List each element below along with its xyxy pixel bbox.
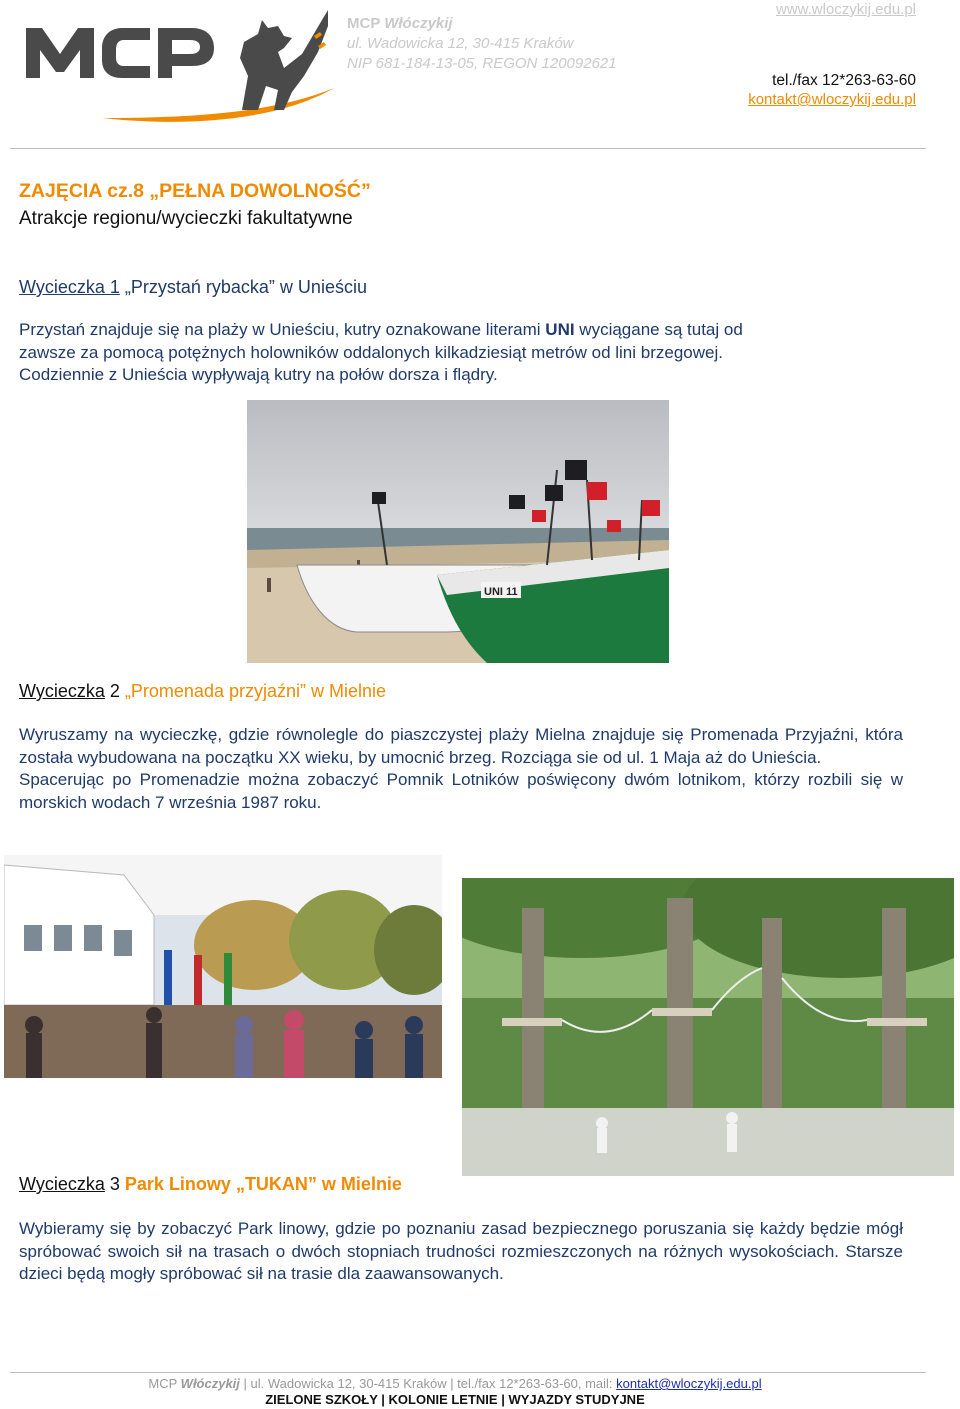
company-address: ul. Wadowicka 12, 30-415 Kraków: [347, 35, 574, 52]
footer-tagline: ZIELONE SZKOŁY | KOLONIE LETNIE | WYJAZDY STUDYJNE: [265, 1392, 645, 1407]
company-info: [347, 14, 617, 74]
trip-1-description: Przystań znajduje się na plaży w Unieściu, kutry oznakowane literami UNI wyciągane są tutaj od zawsze za pomocą potężnych holowników oddalonych kilkadziesiąt metrów od lini brzegowej. Codziennie z Unieścia wypływają kutry na połów dorsza i flądry.: [19, 320, 743, 384]
fishing-boats-photo: [247, 400, 669, 663]
trip-1-heading: [19, 277, 367, 298]
email-link[interactable]: kontakt@wloczykij.edu.pl: [748, 91, 916, 108]
trip-3-name: Park Linowy „TUKAN” w Mielnie: [124, 1174, 402, 1194]
footer-email-link[interactable]: kontakt@wloczykij.edu.pl: [616, 1376, 762, 1391]
rope-park-photo: [462, 878, 954, 1176]
trip-3-description: Wybieramy się by zobaczyć Park linowy, gdzie po poznaniu zasad bezpiecznego poruszania się każdy będzie mógł spróbować swoich sił na trasach o dwóch stopniach trudności rozmieszczonych na różnych wysokościach. Starsze dzieci będą mogły spróbować sił na trasie dla zaawansowanych.: [19, 1219, 903, 1283]
trip-1-name: „Przystań rybacka” w Unieściu: [124, 277, 367, 297]
header-divider: [10, 148, 926, 149]
trip-2-number: 2: [109, 681, 120, 701]
trip-2-heading: [19, 681, 386, 702]
trip-2-description: [19, 724, 903, 814]
svg-text:UNI 11: UNI 11: [484, 586, 518, 598]
phone-number: tel./fax 12*263-63-60: [772, 72, 916, 89]
trip-1-label: Wycieczka 1: [19, 277, 120, 297]
mcp-logo: [22, 6, 334, 126]
trip-2-paragraph-2: Spacerując po Promenadzie można zobaczyć Pomnik Lotników poświęcony dwóm lotnikom, którzy rozbili się w morskich wodach 7 września 1987 roku.: [19, 770, 903, 812]
trip-3-label: Wycieczka: [19, 1174, 105, 1194]
promenade-photo: [4, 855, 442, 1078]
trip-2-label: Wycieczka: [19, 681, 105, 701]
website-link[interactable]: www.wloczykij.edu.pl: [775, 1, 916, 18]
trip-3-heading: [19, 1174, 402, 1195]
company-name: MCP Włóczykij: [347, 15, 453, 32]
page-subtitle: Atrakcje regionu/wycieczki fakultatywne: [19, 208, 353, 229]
page-title: ZAJĘCIA cz.8 „PEŁNA DOWOLNOŚĆ”: [19, 180, 371, 202]
contact-block: [748, 0, 916, 109]
company-ids: NIP 681-184-13-05, REGON 120092621: [347, 55, 617, 72]
footer-contact: MCP Włóczykij | ul. Wadowicka 12, 30-415 Kraków | tel./fax 12*263-63-60, mail: kontakt@wloczykij.edu.pl: [148, 1376, 762, 1391]
trip-3-number: 3: [109, 1174, 120, 1194]
trip-2-paragraph-1: Wyruszamy na wycieczkę, gdzie równolegle do piaszczystej plaży Mielna znajduje się Promenada Przyjaźni, która została wybudowana na początku XX wieku, by umocnić brzeg. Rozciąga sie od ul. 1 Maja aż do Unieścia.: [19, 725, 903, 767]
footer-divider: [10, 1372, 926, 1373]
trip-2-name: „Promenada przyjaźni” w Mielnie: [124, 681, 387, 701]
